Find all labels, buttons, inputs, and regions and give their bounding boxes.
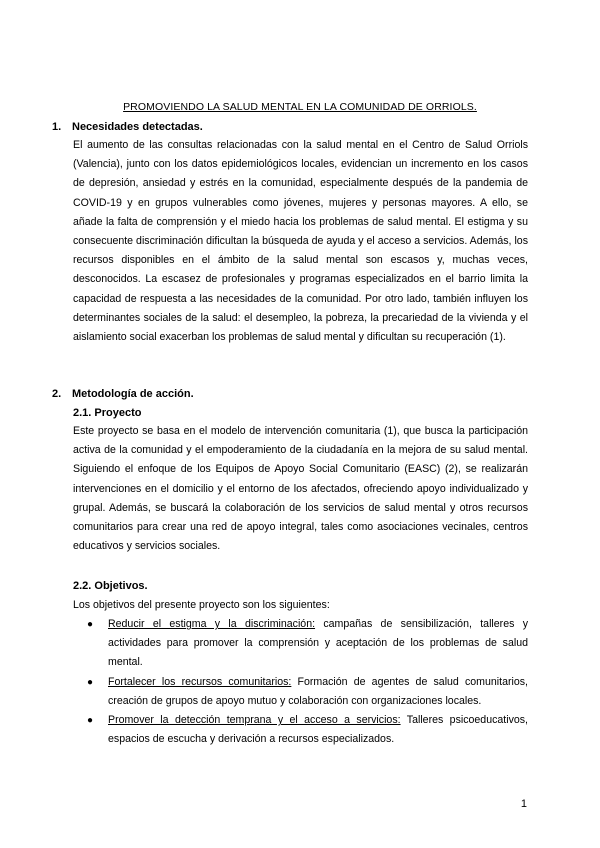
section-1-number: 1. [52, 121, 62, 133]
objectives-intro [73, 596, 528, 615]
section-1-text: El aumento de las consultas relacionadas con la salud mental en el Centro de Salud Orriols (Valencia), junto con los datos epidemiológicos locales, evidencian un incremento en los casos de depresión, ansiedad y estrés en la comunidad, especialmente después de la pandemia de COVID-19 y en grupos vulnerables como jóvenes, mujeres y personas mayores. A ello, se añade la falta de comprensión y el miedo hacia los problemas de salud mental. El estigma y su consecuente discriminación dificultan la búsqueda de ayuda y el acceso a servicios. Además, los recursos disponibles en el ámbito de la salud mental son escasos y, muchas veces, desconocidos. La escasez de profesionales y programas especializados en el barrio limita la capacidad de respuesta a las necesidades de la comunidad. Por otro lado, también influyen los determinantes sociales de la salud: el desempleo, la pobreza, la precariedad de la vivienda y el aislamiento social exacerban los problemas de salud mental y dificultan su recuperación (1). [73, 139, 528, 344]
bullet-icon: ● [87, 715, 94, 727]
bullet-icon: ● [87, 619, 94, 630]
section-1-paragraph [73, 136, 528, 347]
subsection-2-1-paragraph [73, 422, 528, 556]
bullet-icon: ● [87, 676, 94, 688]
objective-label: Fortalecer los recursos comunitarios: [108, 675, 292, 688]
page-number: 1 [520, 798, 527, 810]
section-1-title: Necesidades detectadas. [72, 121, 203, 133]
objective-text: Talleres psicoeducativos, espacios de escucha y derivación a recursos especializados. [108, 714, 528, 746]
objective-item [73, 615, 528, 673]
document-title: PROMOVIENDO LA SALUD MENTAL EN LA COMUNIDAD DE ORRIOLS. [123, 101, 477, 113]
objective-text: Formación de agentes de salud comunitarios, creación de grupos de apoyo mutuo y colaboración con organizaciones locales. [108, 675, 528, 707]
objective-item [73, 673, 528, 711]
objective-item [73, 711, 528, 749]
subsection-2-1-heading: 2.1. Proyecto [73, 407, 142, 419]
objective-text: campañas de sensibilización, talleres y actividades para promover la comprensión y aceptación de los problemas de salud mental. [108, 618, 528, 669]
subsection-2-2-heading: 2.2. Objetivos. [73, 580, 148, 592]
section-2-title: Metodología de acción. [72, 388, 194, 400]
objectives-list [73, 615, 528, 749]
section-2-number: 2. [52, 388, 62, 400]
objective-label: Reducir el estigma y la discriminación: [108, 618, 316, 630]
subsection-2-1-text: Este proyecto se basa en el modelo de intervención comunitaria (1), que busca la participación activa de la comunidad y el empoderamiento de la ciudadanía en la mejora de su salud mental. Siguiendo el enfoque de los Equipos de Apoyo Social Comunitario (EASC) (2), se realizarán intervenciones en el domicilio y el entorno de los afectados, ofreciendo apoyo individualizado y grupal. Además, se buscará la colaboración de los servicios de salud mental y otros recursos comunitarios para crear una red de apoyo integral, tales como asociaciones vecinales, centros educativos y servicios sociales. [73, 425, 528, 553]
section-1-heading [52, 121, 203, 133]
section-2-heading [52, 388, 194, 400]
objectives-intro-text: Los objetivos del presente proyecto son los siguientes: [73, 599, 330, 611]
objective-label: Promover la detección temprana y el acceso a servicios: [108, 714, 401, 727]
